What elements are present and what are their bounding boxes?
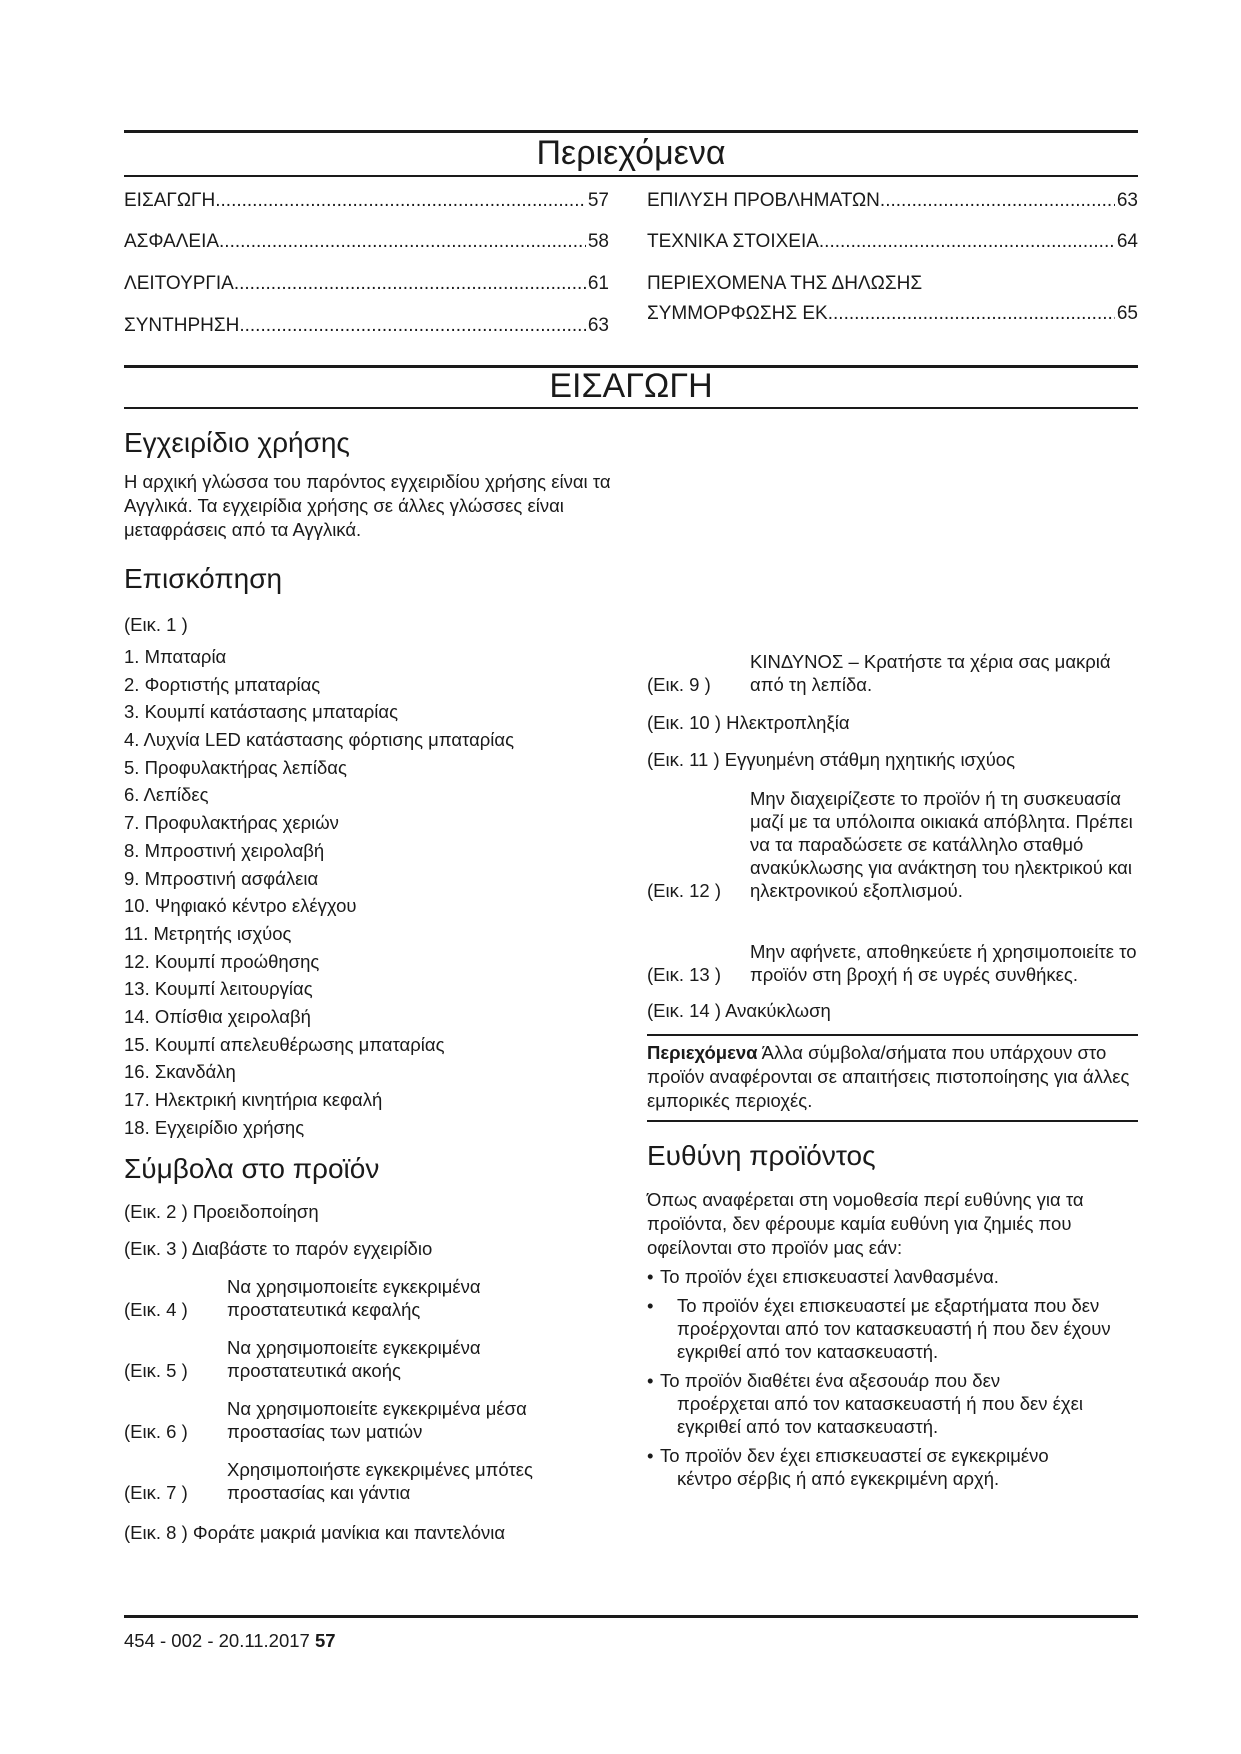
list-item [647, 1444, 1138, 1490]
note-rule-bottom [647, 1120, 1138, 1122]
bullet-text: Το προϊόν έχει επισκευαστεί με εξαρτήματα που δεν [677, 1295, 1100, 1316]
manual-heading: Εγχειρίδιο χρήσης [124, 427, 350, 458]
fig-ref: (Εικ. 7 ) [124, 1482, 188, 1503]
liability-heading: Ευθύνη προϊόντος [647, 1140, 876, 1171]
toc-entry-declaration[interactable] [647, 303, 1138, 325]
toc-page: 58 [587, 231, 609, 252]
overview-heading: Επισκόπηση [124, 563, 283, 594]
fig-text: Χρησιμοποιήστε εγκεκριμένες μπότες προστασίας και γάντια [227, 1459, 533, 1503]
toc-page: 61 [587, 273, 609, 294]
note-text: Άλλα σύμβολα/σήματα που υπάρχουν στο προϊόν αναφέρονται σε απαιτήσεις πιστοποίησης για άλλες εμπορικές περιοχές. [647, 1042, 1130, 1111]
symbol-fig-3: (Εικ. 3 ) Διαβάστε το παρόν εγχειρίδιο [124, 1238, 433, 1259]
symbol-fig-7 [124, 1458, 564, 1504]
fig-text: Μην αφήνετε, αποθηκεύετε ή χρησιμοποιείτε το προϊόν στη βροχή ή σε υγρές συνθήκες. [750, 941, 1137, 985]
list-item: 16. Σκανδάλη [124, 1061, 236, 1083]
footer-rule [124, 1615, 1138, 1618]
symbol-fig-8: (Εικ. 8 ) Φοράτε μακριά μανίκια και παντελόνια [124, 1522, 506, 1543]
contents-rule [124, 175, 1138, 177]
fig-ref: (Εικ. 12 ) [647, 880, 722, 901]
bullet-continuation: κέντρο σέρβις ή από εγκεκριμένη αρχή. [677, 1468, 1000, 1489]
list-item: 8. Μπροστινή χειρολαβή [124, 839, 325, 861]
fig-ref: (Εικ. 13 ) [647, 964, 722, 985]
list-item: 13. Κουμπί λειτουργίας [124, 978, 313, 1000]
manual-text: Η αρχική γλώσσα του παρόντος εγχειριδίου χρήσης είναι τα Αγγλικά. Τα εγχειρίδια χρήσης σε άλλες γλώσσες είναι μεταφράσεις από τα Αγγλικά. [124, 471, 611, 540]
toc-entry-technical-data[interactable] [647, 231, 1138, 253]
footer [124, 1630, 336, 1652]
bullet-text: Το προϊόν έχει επισκευαστεί λανθασμένα. [660, 1266, 999, 1287]
list-item: 17. Ηλεκτρική κινητήρια κεφαλή [124, 1089, 383, 1110]
liability-text: Όπως αναφέρεται στη νομοθεσία περί ευθύνης για τα προϊόντα, δεν φέρουμε καμία ευθύνη για ζημιές που οφείλονται στο προϊόν μας εάν: [647, 1189, 1084, 1258]
contents-title: Περιεχόμενα [536, 134, 726, 172]
note-label: Περιεχόμενα [647, 1042, 758, 1063]
toc-entry-maintenance[interactable] [124, 315, 609, 337]
note-rule-top [647, 1034, 1138, 1036]
symbol-fig-14: (Εικ. 14 ) Ανακύκλωση [647, 1000, 831, 1021]
toc-label: ΕΠΙΛΥΣΗ ΠΡΟΒΛΗΜΑΤΩΝ [647, 190, 880, 211]
list-item: 15. Κουμπί απελευθέρωσης μπαταρίας [124, 1033, 445, 1055]
symbol-fig-6 [124, 1397, 564, 1443]
toc-page: 57 [587, 190, 609, 211]
list-item: 5. Προφυλακτήρας λεπίδας [124, 756, 347, 778]
list-item: 2. Φορτιστής μπαταρίας [124, 673, 321, 695]
symbols-heading: Σύμβολα στο προϊόν [124, 1153, 380, 1184]
list-item: 9. Μπροστινή ασφάλεια [124, 867, 319, 889]
overview-fig-ref: (Εικ. 1 ) [124, 614, 188, 635]
symbol-fig-4 [124, 1275, 564, 1321]
list-item: 4. Λυχνία LED κατάστασης φόρτισης μπαταρίας [124, 729, 515, 751]
bullet-continuation: προέρχονται από τον κατασκευαστή ή που δεν έχουν εγκριθεί από τον κατασκευαστή. [677, 1318, 1111, 1362]
toc-label: ΤΕΧΝΙΚΑ ΣΤΟΙΧΕΙΑ [647, 231, 819, 252]
fig-ref: (Εικ. 6 ) [124, 1421, 188, 1442]
toc-entry-troubleshooting[interactable] [647, 190, 1138, 212]
list-item: 3. Κουμπί κατάστασης μπαταρίας [124, 701, 398, 723]
intro-title: ΕΙΣΑΓΩΓΗ [549, 367, 713, 405]
toc-label: ΣΥΝΤΗΡΗΣΗ [124, 315, 240, 336]
list-item [647, 1294, 1138, 1363]
toc-entry-operation[interactable] [124, 273, 609, 295]
symbol-fig-5 [124, 1336, 564, 1382]
symbol-fig-12 [647, 787, 1138, 902]
note-paragraph [647, 1041, 1138, 1113]
top-rule [124, 130, 1138, 133]
symbol-fig-9 [647, 650, 1138, 696]
fig-text: Να χρησιμοποιείτε εγκεκριμένα μέσα προστασίας των ματιών [227, 1398, 527, 1442]
toc-entry-declaration-line1: ΠΕΡΙΕΧΟΜΕΝΑ ΤΗΣ ΔΗΛΩΣΗΣ [647, 273, 923, 294]
list-item [647, 1265, 1138, 1288]
toc-label: ΣΥΜΜΟΡΦΩΣΗΣ ΕΚ [647, 303, 828, 324]
list-item [647, 1369, 1138, 1438]
toc-page: 63 [1116, 190, 1138, 211]
list-item: 7. Προφυλακτήρας χεριών [124, 812, 339, 834]
toc-label: ΑΣΦΑΛΕΙΑ [124, 231, 220, 252]
fig-ref: (Εικ. 4 ) [124, 1299, 188, 1320]
toc-label: ΕΙΣΑΓΩΓΗ [124, 190, 216, 211]
list-item: 1. Μπαταρία [124, 646, 227, 667]
intro-rule-bottom [124, 407, 1138, 409]
toc-page: 63 [587, 315, 609, 336]
overview-list [124, 643, 514, 1141]
bullet-text: Το προϊόν διαθέτει ένα αξεσουάρ που δεν [660, 1370, 1001, 1391]
bullet-text: Το προϊόν δεν έχει επισκευαστεί σε εγκεκριμένο [660, 1445, 1049, 1466]
list-item: 18. Εγχειρίδιο χρήσης [124, 1116, 305, 1138]
page-number: 57 [314, 1630, 336, 1651]
fig-ref: (Εικ. 5 ) [124, 1360, 188, 1381]
fig-ref: (Εικ. 9 ) [647, 674, 711, 695]
fig-text: Μην διαχειρίζεστε το προϊόν ή τη συσκευασία μαζί με τα υπόλοιπα οικιακά απόβλητα. Πρέπει να τα παραδώσετε σε κατάλληλο σταθμό ανακύκλωσης για ανάκτηση του ηλεκτρικού και ηλεκτρονικού εξοπλισμού. [750, 788, 1133, 901]
symbol-fig-11: (Εικ. 11 ) Εγγυημένη στάθμη ηχητικής ισχύος [647, 749, 1016, 770]
list-item: 12. Κουμπί προώθησης [124, 950, 320, 972]
toc-entry-intro[interactable] [124, 190, 609, 212]
toc-page: 65 [1116, 303, 1138, 324]
list-item: 11. Μετρητής ισχύος [124, 922, 292, 944]
fig-text: Να χρησιμοποιείτε εγκεκριμένα προστατευτικά κεφαλής [227, 1276, 481, 1320]
liability-bullets [647, 1265, 1138, 1496]
fig-text: Να χρησιμοποιείτε εγκεκριμένα προστατευτικά ακοής [227, 1337, 481, 1381]
toc-entry-safety[interactable] [124, 231, 609, 253]
toc-page: 64 [1116, 231, 1138, 252]
bullet-continuation: προέρχεται από τον κατασκευαστή ή που δεν έχει εγκριθεί από τον κατασκευαστή. [677, 1393, 1083, 1437]
symbol-fig-2: (Εικ. 2 ) Προειδοποίηση [124, 1201, 319, 1222]
fig-text: ΚΙΝΔΥΝΟΣ – Κρατήστε τα χέρια σας μακριά από τη λεπίδα. [750, 651, 1111, 695]
list-item: 10. Ψηφιακό κέντρο ελέγχου [124, 895, 357, 917]
footer-doc: 454 - 002 - 20.11.2017 [124, 1630, 315, 1651]
symbol-fig-10: (Εικ. 10 ) Ηλεκτροπληξία [647, 712, 850, 733]
symbol-fig-13 [647, 940, 1138, 986]
list-item: 14. Οπίσθια χειρολαβή [124, 1005, 311, 1027]
list-item: 6. Λεπίδες [124, 784, 209, 806]
toc-label: ΛΕΙΤΟΥΡΓΙΑ [124, 273, 234, 294]
